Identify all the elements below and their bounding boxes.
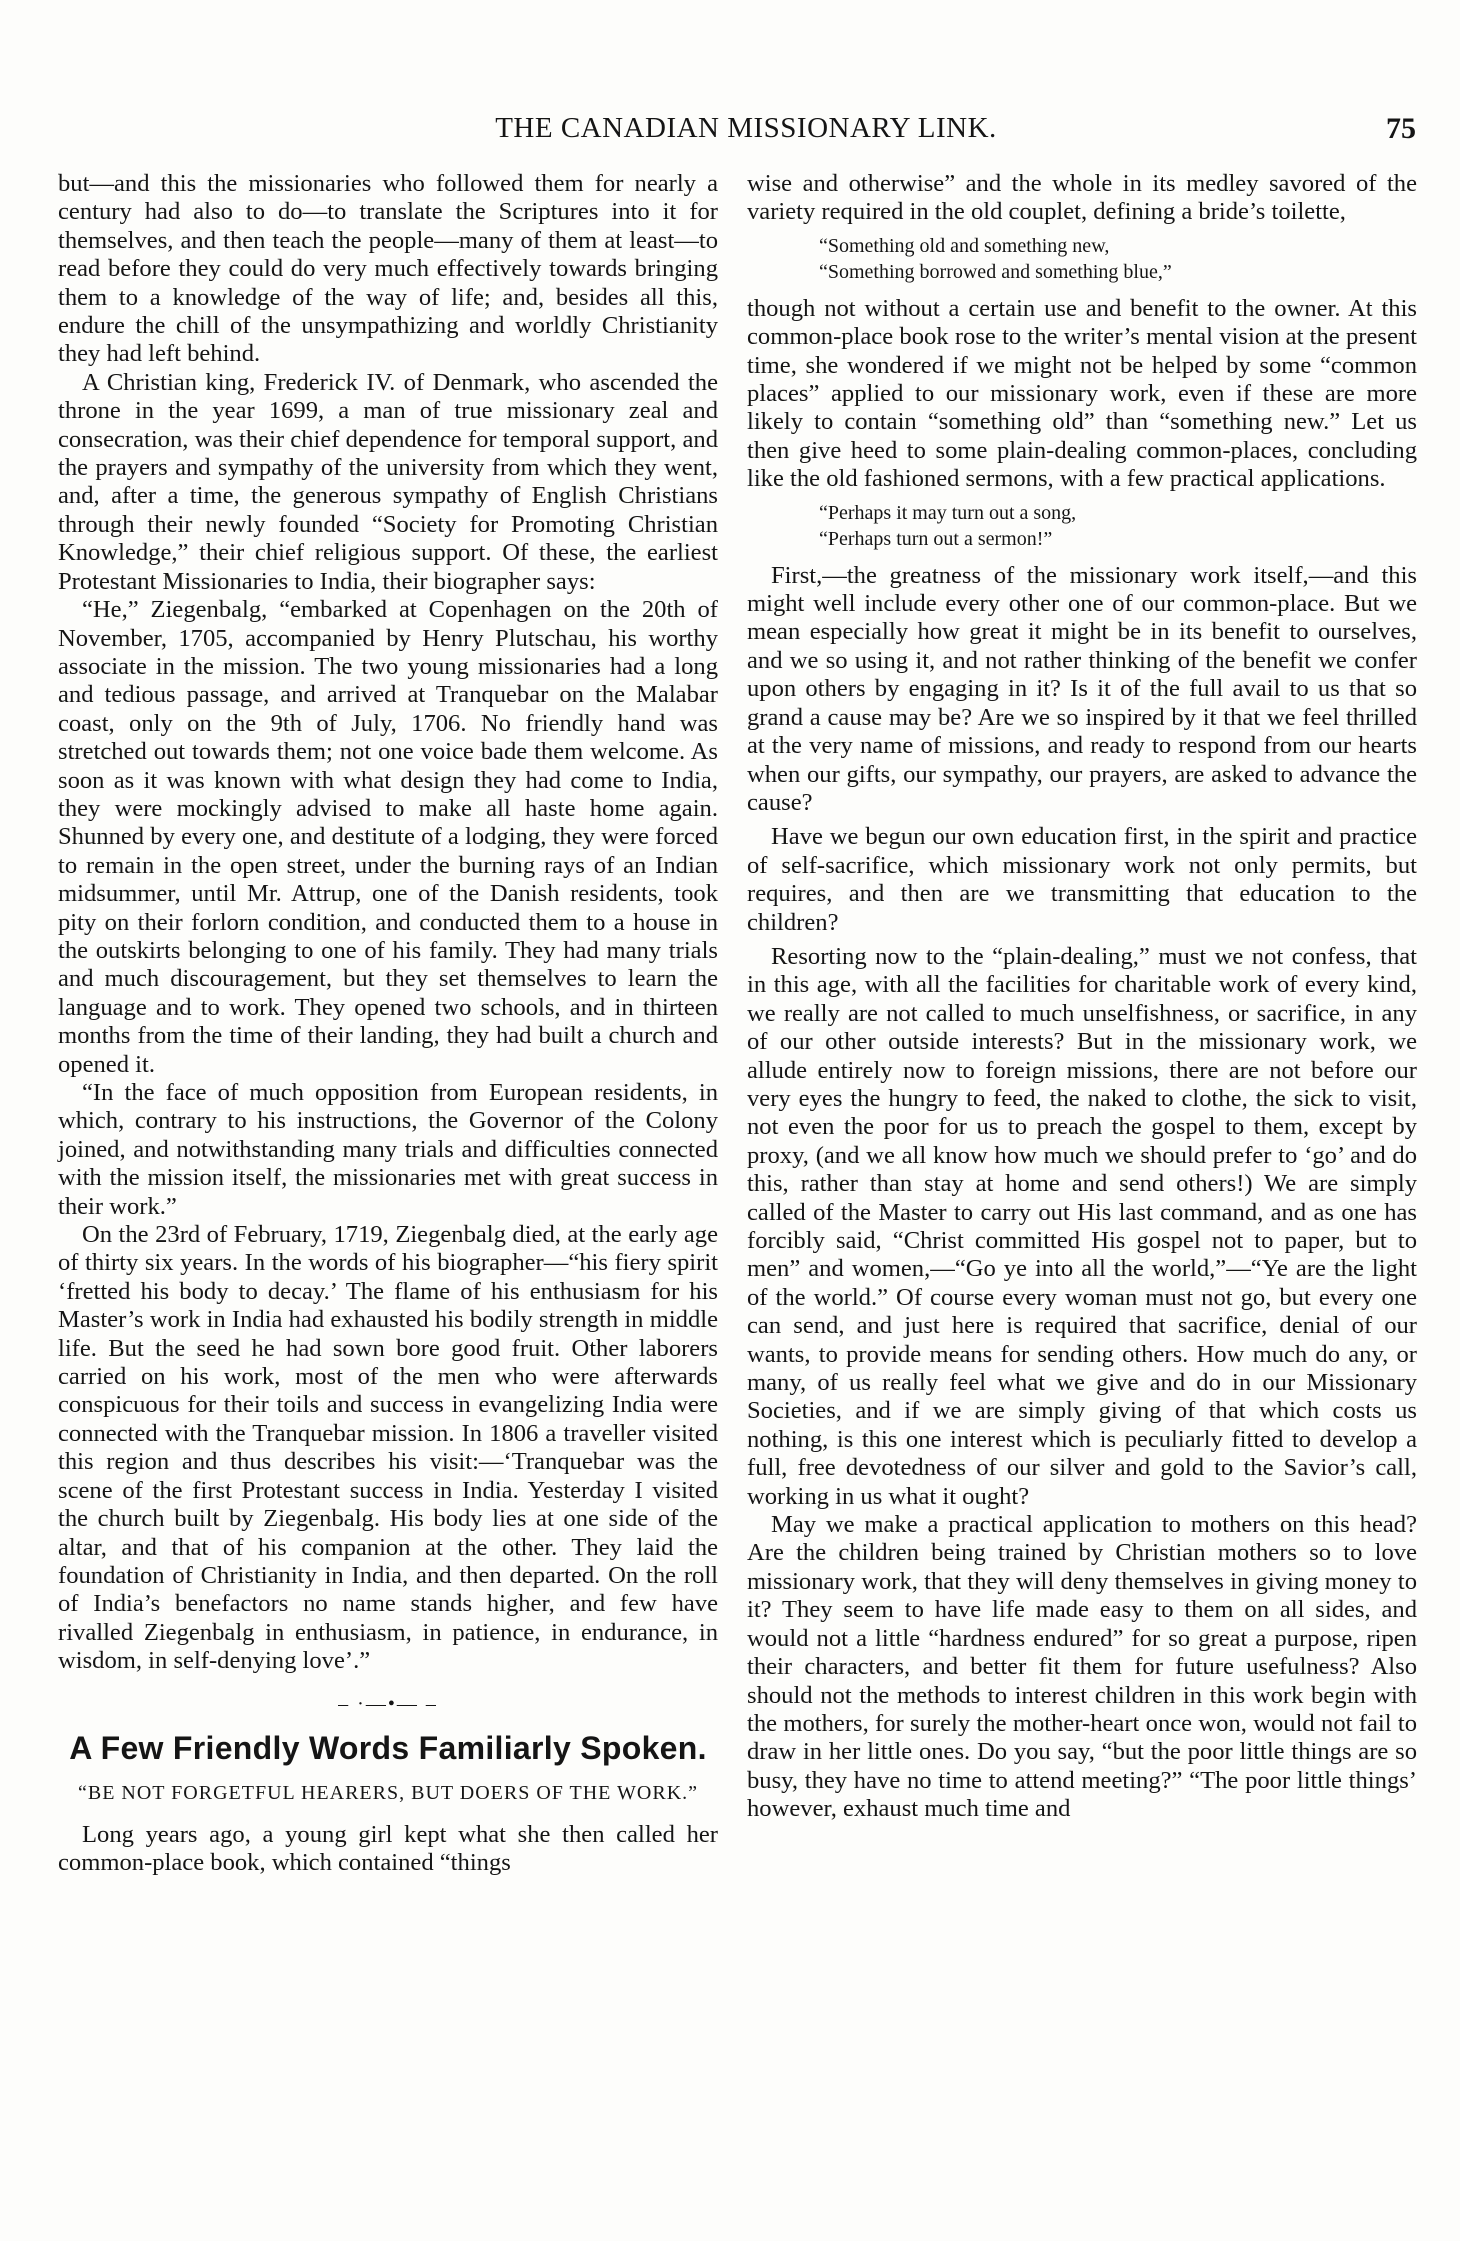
paragraph: but—and this the missionaries who followed them for nearly a century had also to do—to translate the Scriptures into it for themselves, and then teach the people—many of them at least—to read before they could do very much effectively towards bringing them to a knowledge of the way of life; and, besides all this, endure the chill of the unsympathizing and worldly Christianity they had left behind. — [58, 170, 718, 368]
couplet — [819, 233, 1417, 285]
section-divider: – ·—•— – — [338, 1692, 438, 1715]
paragraph: though not without a certain use and benefit to the owner. At this common-place book rose to the writer’s mental vision at the present time, she wondered if we might not be helped by some “common places” applied to our missionary work, even if these are more likely to contain “something old” than “something new.” Let us then give heed to some plain-dealing common-places, concluding like the old fashioned sermons, with a few practical applications. — [747, 294, 1417, 493]
left-column — [58, 170, 718, 1878]
paragraph: Long years ago, a young girl kept what she then called her common-place book, which contained “things — [58, 1820, 718, 1877]
article-epigraph: “BE NOT FORGETFUL HEARERS, BUT DOERS OF THE WORK.” — [77, 1781, 699, 1804]
paragraph-quote: “In the face of much opposition from European residents, in which, contrary to his instructions, the Governor of the Colony joined, and notwithstanding many trials and difficulties connected with the mission itself, the missionaries met with great success in their work.” — [58, 1079, 718, 1220]
paragraph: On the 23rd of February, 1719, Ziegenbalg died, at the early age of thirty six years. In the words of his biographer—“his fiery spirit ‘fretted his body to decay.’ The flame of his enthusiasm for his Master’s work in India had exhausted his bodily strength in middle life. But the seed he had sown bore good fruit. Other laborers carried on his work, most of the men who were afterwards conspicuous for their toils and success in evangelizing India were connected with the Tranquebar mission. In 1806 a traveller visited this region and thus describes his visit:—‘Tranquebar was the scene of the first Protestant success in India. Yesterday I visited the church built by Ziegenbalg. His body lies at one side of the altar, and that of his companion at the other. They laid the foundation of Christianity in India, and then departed. On the roll of India’s benefactors no name stands higher, and few have rivalled Ziegenbalg in enthusiasm, in patience, in endurance, in wisdom, in self-denying love’.” — [58, 1221, 718, 1675]
verse-line: “Perhaps turn out a sermon!” — [819, 527, 1053, 550]
paragraph: First,—the greatness of the missionary work itself,—and this might well include every other one of our common-place. But we mean especially how great it might be in its benefit to ourselves, and we so using it, and not rather thinking of the benefit we confer upon others by engaging in it? Is it of the full avail to us that so grand a cause may be? Are we so inspired by it that we feel thrilled at the very name of missions, and ready to respond from our hearts when our gifts, our sympathy, our prayers, are asked to advance the cause? — [747, 561, 1417, 816]
article-title: A Few Friendly Words Familiarly Spoken. — [69, 1729, 707, 1766]
paragraph: Resorting now to the “plain-dealing,” must we not confess, that in this age, with all the facilities for charitable work of every kind, we really are not called to much unselfishness, or sacrifice, in any of our other outside interests? But in the missionary work, we allude entirely now to foreign missions, there are not before our very eyes the hungry to feed, the naked to clothe, the sick to visit, not even the poor for us to preach the gospel to them, except by proxy, (and we all know how much we should prefer to ‘go’ and do this, rather than stay at home and send others!) We are simply called of the Master to carry out His last command, and as one has forcibly said, “Christ committed His gospel not to paper, but to men” and women,—“Go ye into all the world,”—“Ye are the light of the world.” Of course every woman must not go, but every one can send, and just here is required that sacrifice, denial of our wants, to provide means for sending others. How much do any, or many, of us really feel what we give and do in our Missionary Societies, and if we are simply giving of that which costs us nothing, is this one interest which is peculiarly fitted to develop a full, free devotedness of our silver and gold to the Savior’s call, working in us what it ought? — [747, 942, 1417, 1510]
right-column — [747, 170, 1417, 1824]
verse-line: “Something old and something new, — [819, 234, 1110, 257]
running-title: THE CANADIAN MISSIONARY LINK. — [495, 112, 997, 144]
verse-line: “Something borrowed and something blue,” — [819, 260, 1172, 283]
paragraph: May we make a practical application to mothers on this head? Are the children being trained by Christian mothers so to love missionary work, that they will deny themselves in giving money to it? They seem to have life made easy to them on all sides, and would not a little “hardness endured” for so great a purpose, ripen their characters, and better fit them for future usefulness? Also should not the methods to interest children in this work begin with the mothers, for surely the mother-heart once won, would not fail to draw in her little ones. Do you say, “but the poor little things are so busy, they have no time to attend meeting?” “The poor little things’ however, exhaust much time and — [747, 1511, 1417, 1823]
verse-line: “Perhaps it may turn out a song, — [819, 501, 1077, 524]
page-number: 75 — [1386, 112, 1416, 145]
paragraph: A Christian king, Frederick IV. of Denmark, who ascended the throne in the year 1699, a man of true missionary zeal and consecration, was their chief dependence for temporal support, and the prayers and sympathy of the university from which they went, and, after a time, the generous sympathy of English Christians through their newly founded “Society for Promoting Christian Knowledge,” their chief religious support. Of these, the earliest Protestant Missionaries to India, their biographer says: — [58, 368, 718, 595]
page-header — [0, 112, 1460, 156]
paragraph: Have we begun our own education first, in the spirit and practice of self-sacrifice, which missionary work not only permits, but requires, and then are we transmitting that education to the children? — [747, 823, 1417, 936]
paragraph: wise and otherwise” and the whole in its medley savored of the variety required in the old couplet, defining a bride’s toilette, — [747, 170, 1417, 226]
couplet — [819, 500, 1417, 552]
paragraph-quote: “He,” Ziegenbalg, “embarked at Copenhagen on the 20th of November, 1705, accompanied by Henry Plutschau, his worthy associate in the mission. The two young missionaries had a long and tedious passage, and arrived at Tranquebar on the Malabar coast, only on the 9th of July, 1706. No friendly hand was stretched out towards them; not one voice bade them welcome. As soon as it was known with what design they had come to India, they were mockingly advised to make all haste home again. Shunned by every one, and destitute of a lodging, they were forced to remain in the open street, under the burning rays of an Indian midsummer, until Mr. Attrup, one of the Danish residents, took pity on their forlorn condition, and conducted them to a house in the outskirts belonging to one of his family. They had many trials and much discouragement, but they set themselves to learn the language and to work. They opened two schools, and in thirteen months from the time of their landing, they had built a church and opened it. — [58, 596, 718, 1078]
